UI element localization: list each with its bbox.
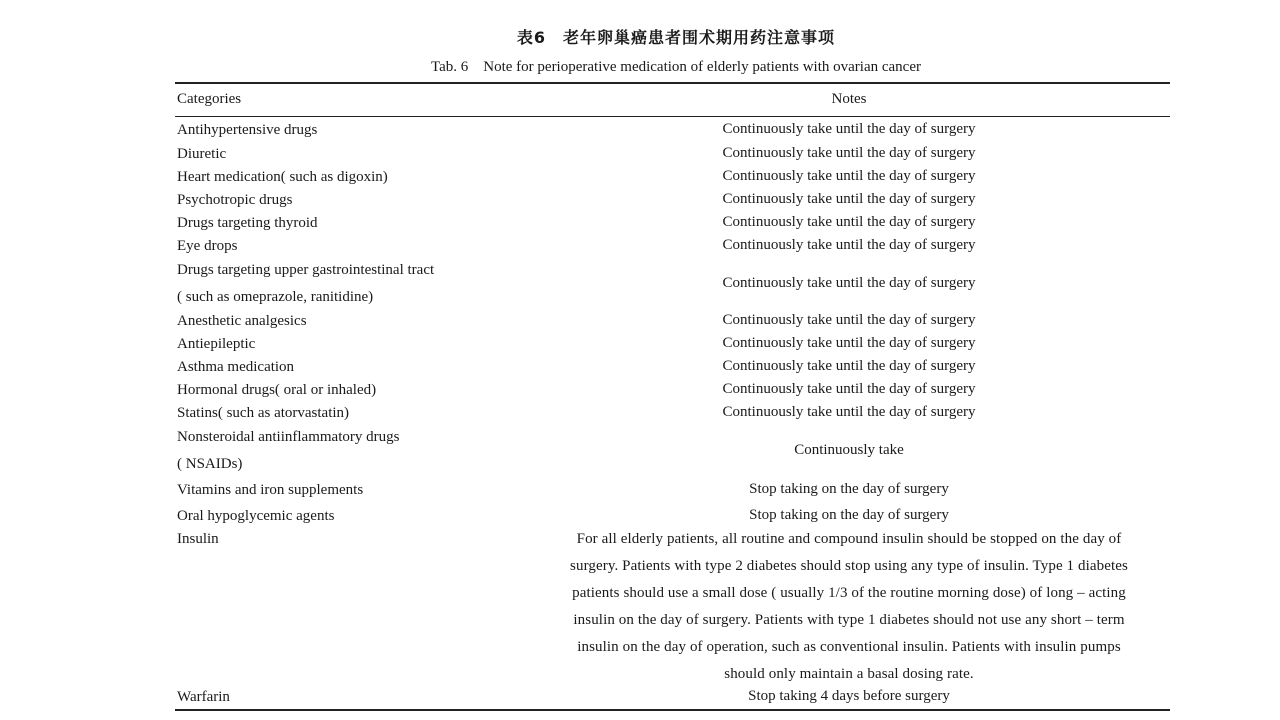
note-cell [535, 526, 1163, 688]
bottom-rule [175, 709, 1170, 711]
note-line: surgery. Patients with type 2 diabetes should stop using any type of insulin. Type 1 diabetes [570, 558, 1128, 574]
category-cell: Nonsteroidal antiinflammatory drugs [177, 429, 400, 445]
category-cell: Hormonal drugs( oral or inhaled) [177, 382, 377, 398]
note-cell: Stop taking on the day of surgery [749, 507, 949, 523]
table-title-chinese: 表6 老年卵巢癌患者围术期用药注意事项 [516, 28, 836, 47]
category-cell-continuation: ( NSAIDs) [177, 456, 243, 472]
note-cell: Continuously take until the day of surgery [722, 275, 976, 291]
note-line: For all elderly patients, all routine and compound insulin should be stopped on the day of [576, 531, 1122, 547]
top-rule [175, 82, 1170, 84]
note-cell: Stop taking on the day of surgery [749, 481, 949, 497]
category-cell: Anesthetic analgesics [177, 313, 307, 329]
category-cell-continuation: ( such as omeprazole, ranitidine) [177, 289, 374, 305]
category-cell: Diuretic [177, 146, 227, 162]
category-cell: Vitamins and iron supplements [177, 482, 364, 498]
note-cell: Continuously take until the day of surgery [722, 381, 976, 397]
note-cell: Continuously take until the day of surgery [722, 358, 976, 374]
category-cell: Warfarin [177, 689, 230, 705]
header-notes: Notes [831, 91, 867, 107]
category-cell: Psychotropic drugs [177, 192, 293, 208]
category-cell: Drugs targeting thyroid [177, 215, 318, 231]
note-cell: Continuously take until the day of surgery [722, 312, 976, 328]
note-cell: Continuously take until the day of surgery [722, 335, 976, 351]
note-cell: Continuously take until the day of surgery [722, 191, 976, 207]
category-cell: Statins( such as atorvastatin) [177, 405, 350, 421]
note-cell: Continuously take until the day of surgery [722, 168, 976, 184]
note-cell: Continuously take until the day of surgery [722, 145, 976, 161]
note-line: should only maintain a basal dosing rate. [724, 666, 974, 682]
category-cell: Antihypertensive drugs [177, 122, 318, 138]
note-line: patients should use a small dose ( usually 1/3 of the routine morning dose) of long – acting [572, 585, 1126, 601]
note-cell: Continuously take until the day of surgery [722, 121, 976, 137]
note-cell: Continuously take until the day of surgery [722, 237, 976, 253]
header-category: Categories [177, 91, 242, 107]
category-cell: Oral hypoglycemic agents [177, 508, 335, 524]
category-cell: Antiepileptic [177, 336, 256, 352]
category-cell: Asthma medication [177, 359, 295, 375]
category-cell: Heart medication( such as digoxin) [177, 169, 388, 185]
category-cell: Eye drops [177, 238, 238, 254]
category-cell: Drugs targeting upper gastrointestinal tract [177, 262, 435, 278]
category-cell: Insulin [177, 531, 219, 547]
table-title-english: Tab. 6 Note for perioperative medication of elderly patients with ovarian cancer [430, 59, 921, 75]
note-cell: Continuously take until the day of surgery [722, 214, 976, 230]
note-cell: Stop taking 4 days before surgery [748, 688, 950, 704]
note-line: insulin on the day of operation, such as conventional insulin. Patients with insulin pumps [577, 639, 1121, 655]
note-cell: Continuously take [794, 442, 904, 458]
note-cell: Continuously take until the day of surgery [722, 404, 976, 420]
note-line: insulin on the day of surgery. Patients with type 1 diabetes should not use any short – term [573, 612, 1125, 628]
